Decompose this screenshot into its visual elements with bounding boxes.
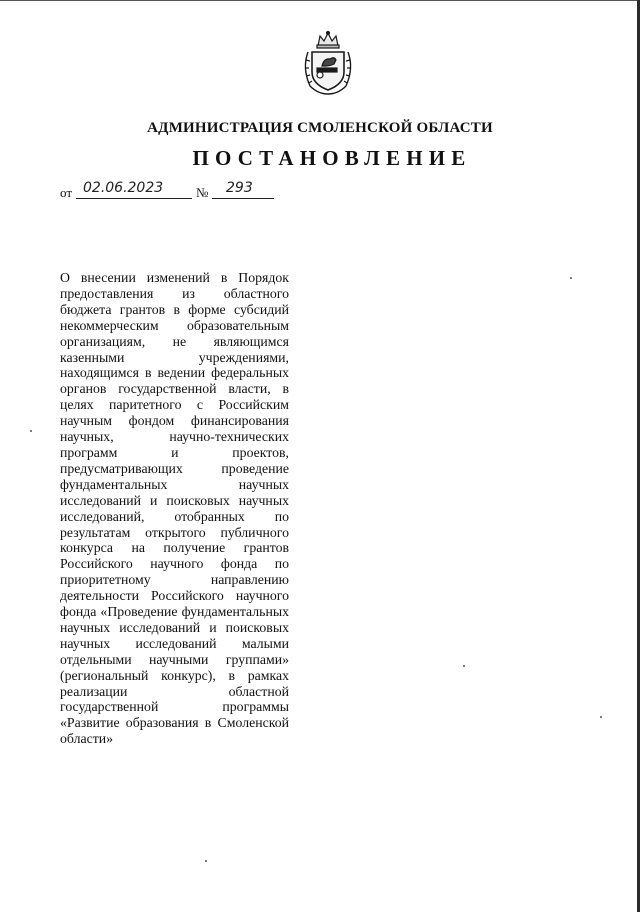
smolensk-coat-of-arms-icon (298, 30, 358, 96)
number-prefix: № (196, 185, 209, 200)
scan-top-edge (0, 0, 640, 1)
date-underline (76, 198, 192, 199)
date-prefix: от (60, 185, 73, 200)
scan-speck (600, 716, 602, 718)
number-underline (212, 198, 274, 199)
scan-speck (205, 860, 207, 862)
organization-name: АДМИНИСТРАЦИЯ СМОЛЕНСКОЙ ОБЛАСТИ (147, 120, 493, 136)
document-type-title: ПОСТАНОВЛЕНИЕ (192, 146, 472, 170)
scan-speck (30, 430, 32, 432)
registration-line (60, 180, 300, 204)
date-value: 02.06.2023 (83, 180, 164, 196)
document-subject: О внесении изменений в Порядок предоставления из областного бюджета грантов в форме субсидий некоммерческим образовательным организациям, не являющимся казенными учреждениями, находящимся в ведении федеральных органов государственной власти, в целях паритетного с Российским научным фондом финансирования научных, научно-технических программ и проектов, предусматривающих проведение фундаментальных научных исследований и поисковых научных исследований, отобранных по результатам открытого публичного конкурса на получение грантов Российского научного фонда по приоритетному направлению деятельности Российского научного фонда «Проведение фундаментальных научных исследований и поисковых научных исследований малыми отдельными научными группами» (региональный конкурс), в рамках реализации областной государственной программы «Развитие образования в Смоленской области» (60, 270, 289, 747)
scan-speck (570, 277, 572, 279)
scan-speck (463, 665, 465, 667)
number-value: 293 (226, 180, 253, 196)
